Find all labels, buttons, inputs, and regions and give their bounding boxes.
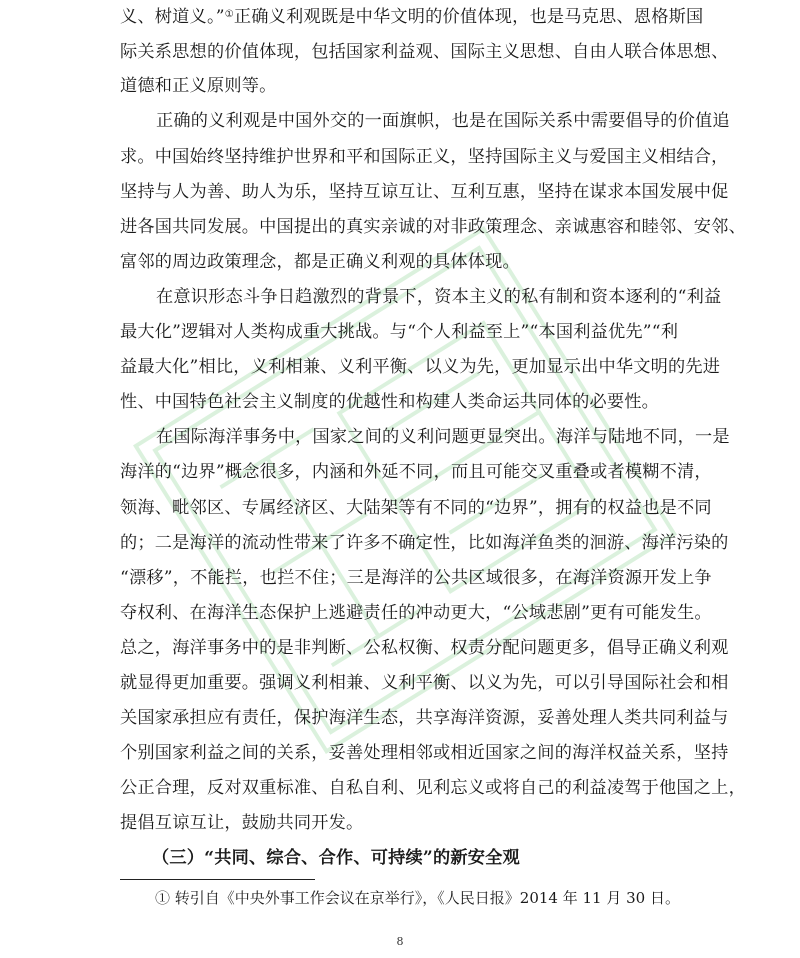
paragraph-line: 夺权利、在海洋生态保护上逃避责任的冲动更大，“公域悲剧”更有可能发生。 [120,603,712,623]
paragraph-line: 公正合理，反对双重标准、自私自利、见利忘义或将自己的利益凌驾于他国之上， [120,778,746,798]
paragraph-line: 总之，海洋事务中的是非判断、公私权衡、权责分配问题更多，倡导正确义利观 [120,638,729,658]
paragraph-line: 正确的义利观是中国外交的一面旗帜，也是在国际关系中需要倡导的价值追 [156,111,730,131]
paragraph-line: 领海、毗邻区、专属经济区、大陆架等有不同的“边界”，拥有的权益也是不同 [120,498,712,518]
footnote: ① 转引自《中央外事工作会议在京举行》，《人民日报》2014 年 11 月 30 日。 [155,889,680,907]
page-number: 8 [396,935,404,948]
paragraph-line: 进各国共同发展。中国提出的真实亲诚的对非政策理念、亲诚惠容和睦邻、安邻、 [120,217,746,237]
paragraph-line: 益最大化”相比，义利相兼、义利平衡、以义为先，更加显示出中华文明的先进 [120,357,721,377]
paragraph-line: 在国际海洋事务中，国家之间的义利问题更显突出。海洋与陆地不同，一是 [156,427,730,447]
paragraph-line: 性、中国特色社会主义制度的优越性和构建人类命运共同体的必要性。 [120,392,660,412]
paragraph-line: 富邻的周边政策理念，都是正确义利观的具体体现。 [120,252,520,272]
paragraph-line: 提倡互谅互让，鼓励共同开发。 [120,813,364,833]
section-heading: （三）“共同、综合、合作、可持续”的新安全观 [152,848,520,868]
paragraph-line: 际关系思想的价值体现，包括国家利益观、国际主义思想、自由人联合体思想、 [120,42,729,62]
footnote-divider [120,879,315,880]
paragraph-line: 道德和正义原则等。 [120,76,277,96]
paragraph-line: 求。中国始终坚持维护世界和平和国际正义，坚持国际主义与爱国主义相结合， [120,147,729,167]
paragraph-line: 坚持与人为善、助人为乐，坚持互谅互让、互利互惠，坚持在谋求本国发展中促 [120,182,729,202]
paragraph-line: 在意识形态斗争日趋激烈的背景下，资本主义的私有制和资本逐利的“利益 [156,287,722,307]
paragraph-line: 义、树道义。”①正确义利观既是中华文明的价值体现，也是马克思、恩格斯国 [120,7,704,27]
footnote-reference[interactable]: ① [224,9,234,20]
paragraph-line: 海洋的“边界”概念很多，内涵和外延不同，而且可能交叉重叠或者模糊不清， [120,462,712,482]
paragraph-line: 最大化”逻辑对人类构成重大挑战。与“个人利益至上”“本国利益优先”“利 [120,322,679,342]
paragraph-line: 个别国家利益之间的关系，妥善处理相邻或相近国家之间的海洋权益关系，坚持 [120,743,729,763]
paragraph-line: “漂移”，不能拦，也拦不住；三是海洋的公共区域很多，在海洋资源开发上争 [120,568,712,588]
paragraph-line: 就显得更加重要。强调义利相兼、义利平衡、以义为先，可以引导国际社会和相 [120,673,729,693]
paragraph-line: 的；二是海洋的流动性带来了许多不确定性，比如海洋鱼类的洄游、海洋污染的 [120,533,729,553]
paragraph-line: 关国家承担应有责任，保护海洋生态，共享海洋资源，妥善处理人类共同利益与 [120,708,729,728]
